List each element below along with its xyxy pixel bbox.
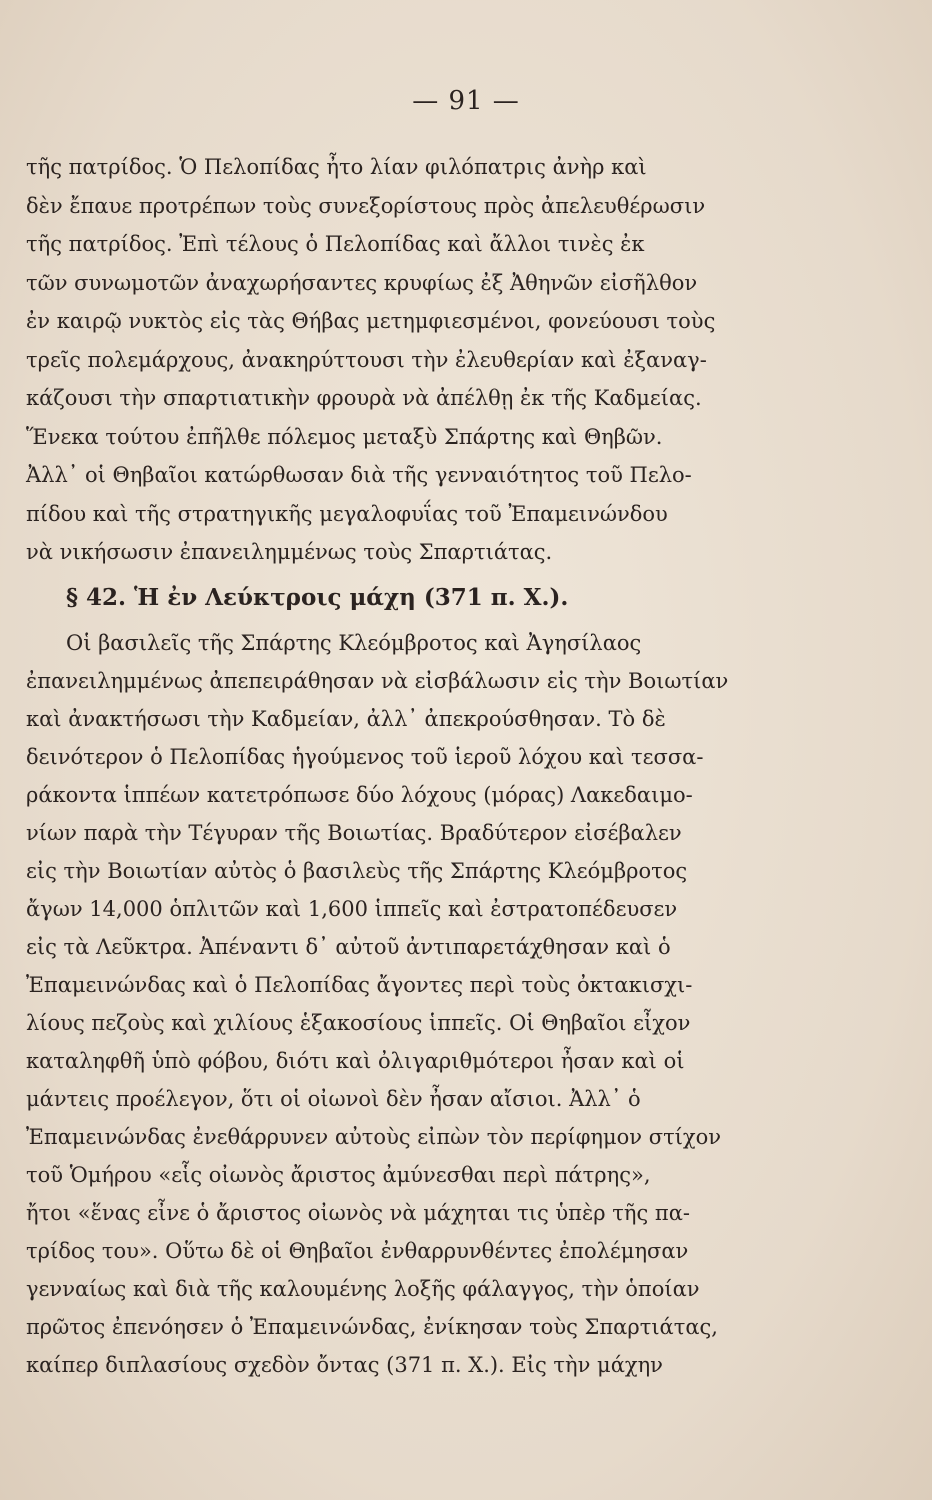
text-line: ράκοντα ἱππέων κατετρόπωσε δύο λόχους (μόρας) Λακεδαιμο- [26, 782, 693, 807]
text-line: λίους πεζοὺς καὶ χιλίους ἑξακοσίους ἱππεῖς. Οἱ Θηβαῖοι εἶχον [26, 1010, 691, 1035]
text-line: ἤτοι «ἕνας εἶνε ὁ ἄριστος οἰωνὸς νὰ μάχηται τις ὑπὲρ τῆς πα- [26, 1200, 690, 1225]
text-line: τρεῖς πολεμάρχους, ἀνακηρύττουσι τὴν ἐλευθερίαν καὶ ἐξαναγ- [26, 347, 707, 372]
text-line: καὶ ἀνακτήσωσι τὴν Καδμείαν, ἀλλ᾿ ἀπεκρούσθησαν. Τὸ δὲ [26, 706, 666, 731]
text-line: νὰ νικήσωσιν ἐπανειλημμένως τοὺς Σπαρτιάτας. [26, 540, 553, 564]
text-line: τοῦ Ὁμήρου «εἷς οἰωνὸς ἄριστος ἀμύνεσθαι περὶ πάτρης», [26, 1162, 651, 1187]
text-line: Ἐπαμεινώνδας καὶ ὁ Πελοπίδας ἄγοντες περὶ τοὺς ὀκτακισχι- [26, 972, 693, 997]
text-line: Οἱ βασιλεῖς τῆς Σπάρτης Κλεόμβροτος καὶ Ἀγησίλαος [66, 630, 642, 655]
text-line: κάζουσι τὴν σπαρτιατικὴν φρουρὰ νὰ ἀπέλθῃ ἐκ τῆς Καδμείας. [26, 386, 702, 410]
text-line: δεινότερον ὁ Πελοπίδας ἡγούμενος τοῦ ἱεροῦ λόχου καὶ τεσσα- [26, 744, 704, 769]
text-line: γενναίως καὶ διὰ τῆς καλουμένης λοξῆς φάλαγγος, τὴν ὁποίαν [26, 1276, 700, 1301]
text-line: ἐπανειλημμένως ἀπεπειράθησαν νὰ εἰσβάλωσιν εἰς τὴν Βοιωτίαν [26, 668, 729, 693]
text-line: Ἀλλ᾿ οἱ Θηβαῖοι κατώρθωσαν διὰ τῆς γενναιότητος τοῦ Πελο- [26, 463, 692, 487]
text-line: μάντεις προέλεγον, ὅτι οἱ οἰωνοὶ δὲν ἦσαν αἴσιοι. Ἀλλ᾿ ὁ [26, 1086, 641, 1111]
text-line: πίδου καὶ τῆς στρατηγικῆς μεγαλοφυΐας τοῦ Ἐπαμεινώνδου [26, 501, 668, 526]
paragraph-2 [26, 624, 766, 1384]
text-line: τῆς πατρίδος. Ἐπὶ τέλους ὁ Πελοπίδας καὶ ἄλλοι τινὲς ἐκ [26, 232, 645, 256]
text-line: τῆς πατρίδος. Ὁ Πελοπίδας ἦτο λίαν φιλόπατρις ἀνὴρ καὶ [26, 155, 647, 179]
text-line: πρῶτος ἐπενόησεν ὁ Ἐπαμεινώνδας, ἐνίκησαν τοὺς Σπαρτιάτας, [26, 1314, 718, 1339]
text-line: ἄγων 14,000 ὁπλιτῶν καὶ 1,600 ἱππεῖς καὶ ἐστρατοπέδευσεν [26, 896, 678, 921]
text-line: Ἐπαμεινώνδας ἐνεθάρρυνεν αὐτοὺς εἰπὼν τὸν περίφημον στίχον [26, 1124, 722, 1149]
text-line: νίων παρὰ τὴν Τέγυραν τῆς Βοιωτίας. Βραδύτερον εἰσέβαλεν [26, 820, 682, 845]
text-line: εἰς τὴν Βοιωτίαν αὐτὸς ὁ βασιλεὺς τῆς Σπάρτης Κλεόμβροτος [26, 858, 688, 883]
section-heading: § 42. Ἡ ἐν Λεύκτροις μάχη (371 π. Χ.). [66, 583, 569, 611]
paragraph-1 [26, 148, 766, 572]
text-line: καταληφθῆ ὑπὸ φόβου, διότι καὶ ὀλιγαριθμότεροι ἦσαν καὶ οἱ [26, 1048, 685, 1073]
text-line: Ἕνεκα τούτου ἐπῆλθε πόλεμος μεταξὺ Σπάρτης καὶ Θηβῶν. [26, 424, 663, 449]
page-number: — 91 — [412, 86, 520, 116]
text-line: καίπερ διπλασίους σχεδὸν ὄντας (371 π. Χ.). Εἰς τὴν μάχην [26, 1352, 663, 1377]
text-line: ἐν καιρῷ νυκτὸς εἰς τὰς Θήβας μετημφιεσμένοι, φονεύουσι τοὺς [26, 309, 716, 333]
text-line: τρίδος του». Οὕτω δὲ οἱ Θηβαῖοι ἐνθαρρυνθέντες ἐπολέμησαν [26, 1238, 689, 1263]
text-line: εἰς τὰ Λεῦκτρα. Ἀπέναντι δ᾿ αὐτοῦ ἀντιπαρετάχθησαν καὶ ὁ [26, 934, 671, 959]
body-text [26, 148, 766, 1384]
text-line: τῶν συνωμοτῶν ἀναχωρήσαντες κρυφίως ἐξ Ἀθηνῶν εἰσῆλθον [26, 270, 698, 295]
text-line: δὲν ἔπαυε προτρέπων τοὺς συνεξορίστους πρὸς ἀπελευθέρωσιν [26, 193, 706, 218]
